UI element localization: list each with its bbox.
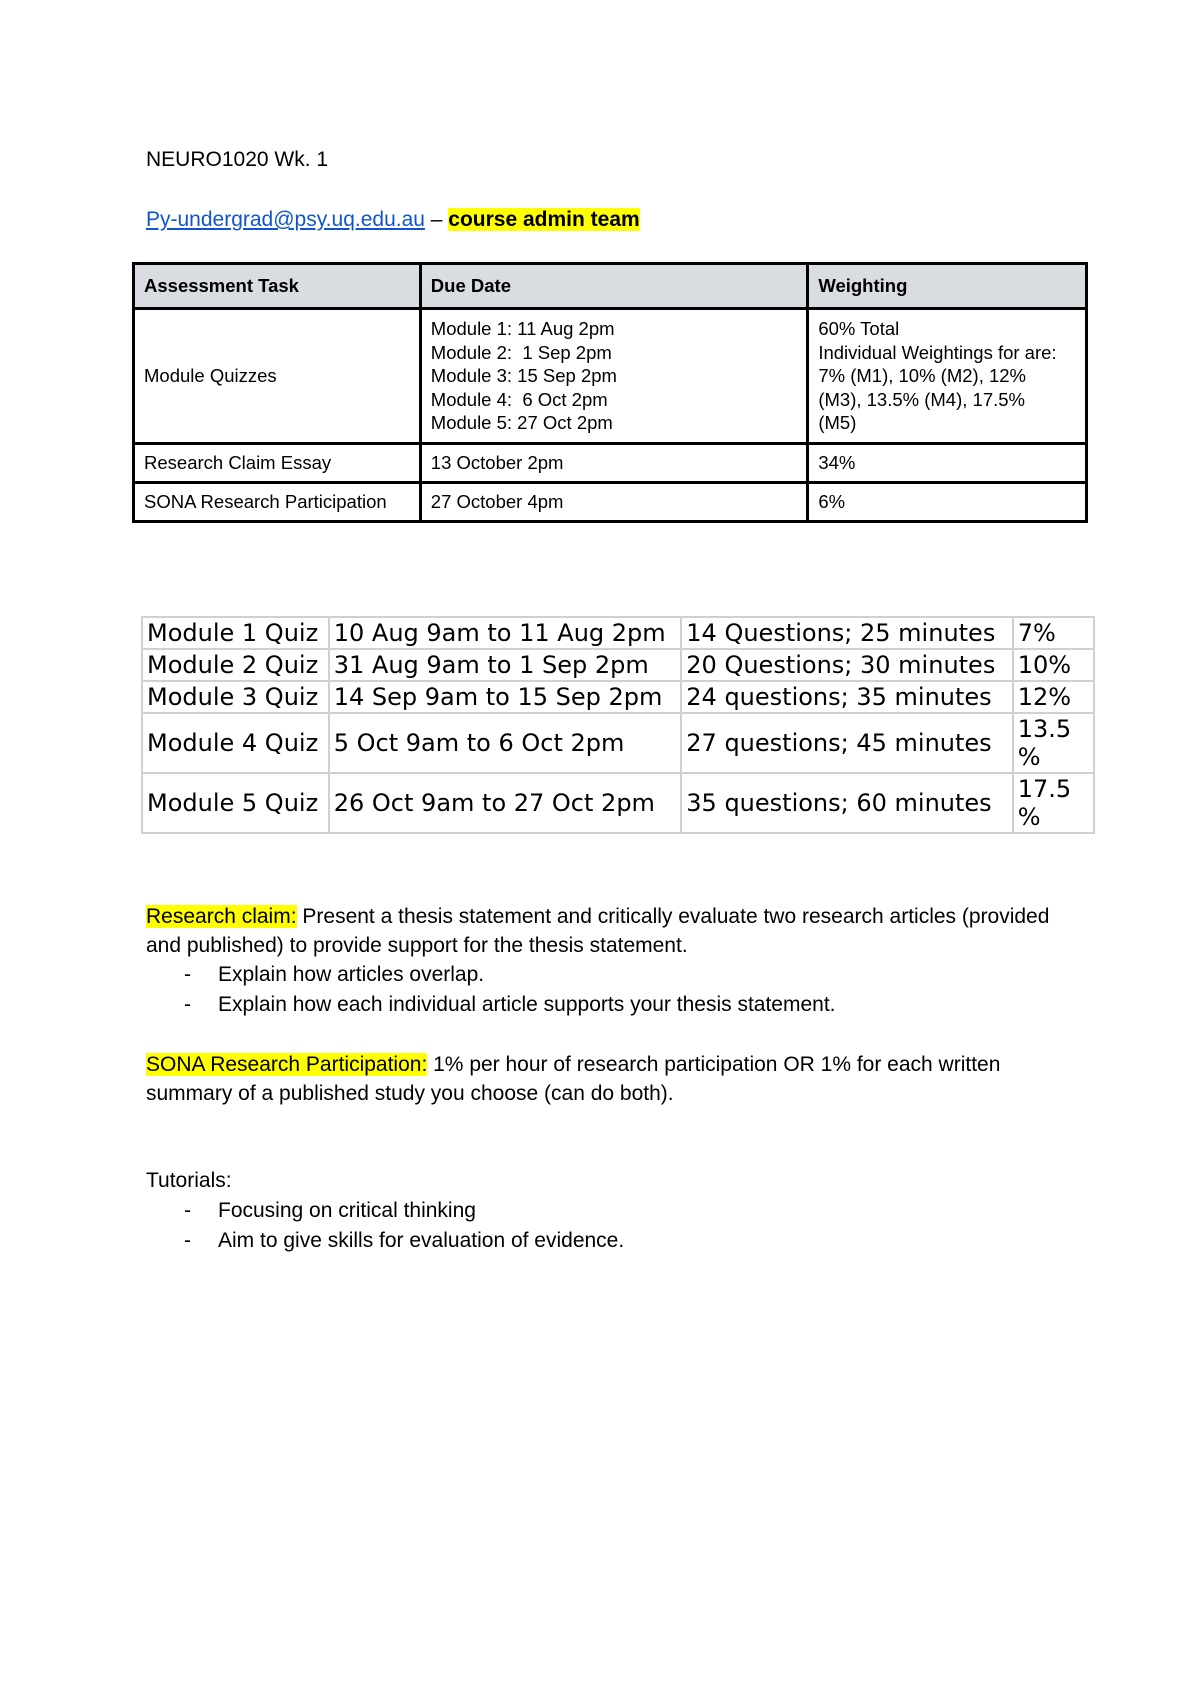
due-line: Module 2: 1 Sep 2pm [430, 341, 612, 363]
email-note: course admin team [448, 208, 640, 231]
table-row [134, 309, 1087, 444]
bullet-text: Aim to give skills for evaluation of evidence. [218, 1229, 625, 1252]
sona-label: SONA Research Participation: [146, 1053, 428, 1076]
due-line: Module 1: 11 Aug 2pm [430, 318, 615, 340]
quiz-schedule-table [141, 616, 1095, 834]
table-row [134, 444, 1087, 483]
due-cell: 13 October 2pm [420, 444, 808, 483]
list-item [0, 990, 1200, 1019]
quiz-weight-cell: 7% [1013, 617, 1094, 649]
task-cell: Module Quizzes [134, 309, 421, 444]
research-claim-text: Present a thesis statement and critically evaluate two research articles (provided and published) to provide support for the thesis statement. [146, 905, 1050, 957]
quiz-weight-cell: 10% [1013, 649, 1094, 681]
quiz-name-cell: Module 4 Quiz [142, 713, 329, 773]
bullet-text: Focusing on critical thinking [218, 1199, 476, 1222]
quiz-window-cell: 26 Oct 9am to 27 Oct 2pm [329, 773, 682, 833]
quiz-weight-cell: 13.5 % [1013, 713, 1094, 773]
sona-text: 1% per hour of research participation OR 1% for each written summary of a published study you choose (can do both). [146, 1053, 1001, 1105]
due-line: Module 5: 27 Oct 2pm [430, 412, 613, 434]
quiz-questions-cell: 24 questions; 35 minutes [681, 681, 1012, 713]
weight-line: 60% Total [818, 318, 900, 340]
header-cell: Assessment Task [134, 264, 421, 309]
research-claim-label: Research claim: [146, 905, 297, 928]
contact-line [146, 208, 640, 232]
list-item [0, 1196, 1200, 1225]
due-line: Module 3: 15 Sep 2pm [430, 365, 617, 387]
bullet-text: Explain how each individual article supports your thesis statement. [218, 993, 836, 1016]
due-line: Module 4: 6 Oct 2pm [430, 388, 608, 410]
table-row [142, 649, 1094, 681]
weight-line: Individual Weightings for are: [818, 341, 1057, 363]
bullet-dash: - [184, 1199, 191, 1222]
task-cell: SONA Research Participation [134, 483, 421, 522]
table-row [134, 483, 1087, 522]
header-cell: Due Date [420, 264, 808, 309]
header-cell: Weighting [808, 264, 1087, 309]
weight-cell: 6% [808, 483, 1087, 522]
page-title: NEURO1020 Wk. 1 [146, 148, 329, 171]
email-link[interactable]: Py-undergrad@psy.uq.edu.au [146, 208, 425, 231]
quiz-questions-cell: 27 questions; 45 minutes [681, 713, 1012, 773]
quiz-name-cell: Module 3 Quiz [142, 681, 329, 713]
quiz-questions-cell: 20 Questions; 30 minutes [681, 649, 1012, 681]
research-claim-paragraph [146, 902, 1076, 960]
quiz-window-cell: 5 Oct 9am to 6 Oct 2pm [329, 713, 682, 773]
email-separator: – [424, 208, 449, 231]
quiz-name-cell: Module 5 Quiz [142, 773, 329, 833]
weight-cell [808, 309, 1087, 444]
list-item [0, 1226, 1200, 1255]
bullet-dash: - [184, 963, 191, 986]
quiz-questions-cell: 35 questions; 60 minutes [681, 773, 1012, 833]
quiz-weight-cell: 17.5 % [1013, 773, 1094, 833]
bullet-dash: - [184, 993, 191, 1016]
quiz-window-cell: 31 Aug 9am to 1 Sep 2pm [329, 649, 682, 681]
bullet-dash: - [184, 1229, 191, 1252]
bullet-text: Explain how articles overlap. [218, 963, 485, 986]
table-row [142, 773, 1094, 833]
due-cell [420, 309, 808, 444]
quiz-name-cell: Module 1 Quiz [142, 617, 329, 649]
quiz-name-cell: Module 2 Quiz [142, 649, 329, 681]
table-row [142, 713, 1094, 773]
due-cell: 27 October 4pm [420, 483, 808, 522]
task-cell: Research Claim Essay [134, 444, 421, 483]
table-row [142, 617, 1094, 649]
quiz-questions-cell: 14 Questions; 25 minutes [681, 617, 1012, 649]
weight-line: (M5) [818, 412, 857, 434]
table-header-row [134, 264, 1087, 309]
weight-line: 7% (M1), 10% (M2), 12% [818, 365, 1027, 387]
weight-line: (M3), 13.5% (M4), 17.5% [818, 388, 1025, 410]
quiz-window-cell: 10 Aug 9am to 11 Aug 2pm [329, 617, 682, 649]
quiz-weight-cell: 12% [1013, 681, 1094, 713]
weight-cell: 34% [808, 444, 1087, 483]
sona-paragraph [146, 1050, 1076, 1108]
list-item [0, 960, 1200, 989]
table-row [142, 681, 1094, 713]
tutorials-heading: Tutorials: [146, 1169, 232, 1192]
quiz-window-cell: 14 Sep 9am to 15 Sep 2pm [329, 681, 682, 713]
assessment-table [132, 262, 1088, 523]
